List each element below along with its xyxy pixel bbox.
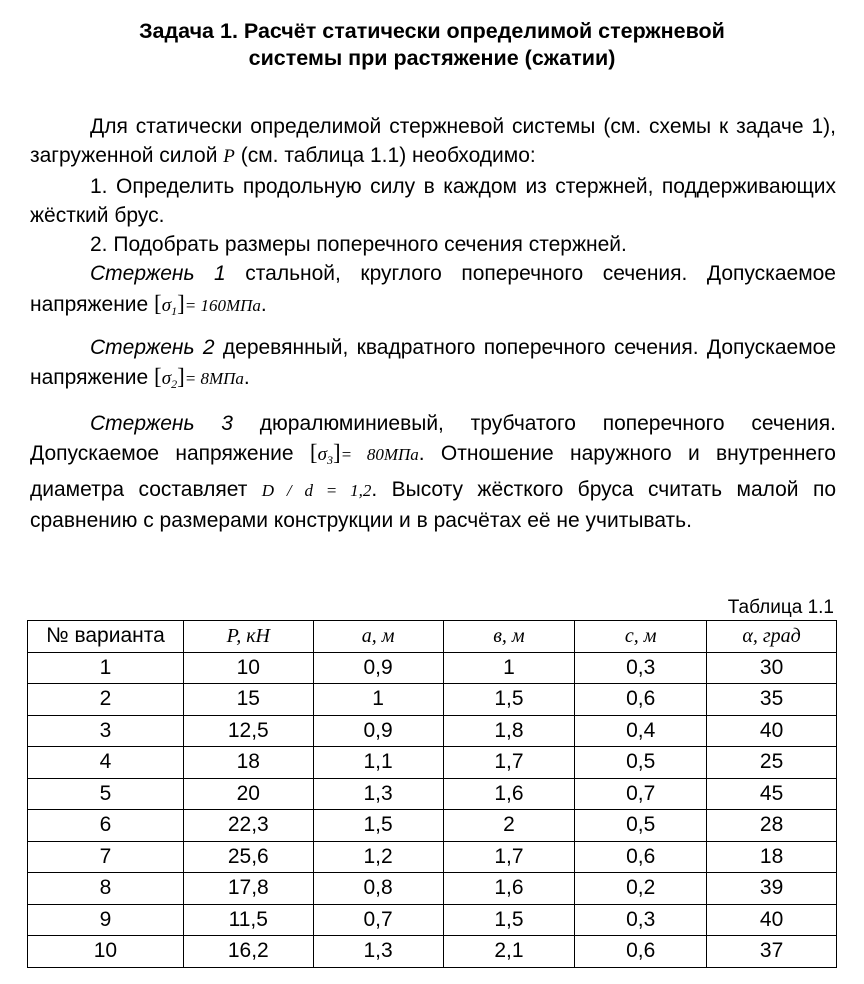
rod-3-text: дюралюминиевый, трубчатого поперечного сечения. Допускаемое напряжение bbox=[30, 411, 836, 465]
rod-2-index: 2 bbox=[171, 377, 178, 392]
table-cell: 1,5 bbox=[313, 810, 443, 842]
table-cell: 22,3 bbox=[183, 810, 313, 842]
table-cell: 40 bbox=[707, 715, 837, 747]
table-cell: 5 bbox=[28, 778, 184, 810]
intro-paragraph bbox=[30, 112, 836, 172]
rod-1-sigma: σ bbox=[161, 294, 172, 316]
table-cell: 1,6 bbox=[443, 778, 575, 810]
table-cell: 25,6 bbox=[183, 841, 313, 873]
table-cell: 1,8 bbox=[443, 715, 575, 747]
table-cell: 28 bbox=[707, 810, 837, 842]
table-row bbox=[28, 810, 837, 842]
table-cell: 1,6 bbox=[443, 873, 575, 905]
force-symbol: P bbox=[223, 146, 235, 168]
rod-2-text: деревянный, квадратного поперечного сечения. Допускаемое напряжение bbox=[30, 336, 836, 390]
table-cell: 0,4 bbox=[575, 715, 707, 747]
table-row bbox=[28, 936, 837, 968]
table-header-row bbox=[28, 621, 837, 653]
table-cell: 10 bbox=[28, 936, 184, 968]
table-cell: 0,5 bbox=[575, 747, 707, 779]
table-row bbox=[28, 873, 837, 905]
table-cell: 35 bbox=[707, 684, 837, 716]
table-cell: 16,2 bbox=[183, 936, 313, 968]
table-cell: 30 bbox=[707, 652, 837, 684]
table-cell: 1 bbox=[313, 684, 443, 716]
intro-text-b: (см. таблица 1.1) необходимо: bbox=[234, 144, 536, 168]
rod-2-allowable-stress: = 8МПа bbox=[184, 369, 244, 389]
header-a: a, м bbox=[313, 621, 443, 653]
rod-3-index: 3 bbox=[326, 452, 333, 467]
table-cell: 40 bbox=[707, 904, 837, 936]
table-cell: 25 bbox=[707, 747, 837, 779]
header-c: c, м bbox=[575, 621, 707, 653]
task-title bbox=[30, 18, 834, 72]
table-cell: 0,5 bbox=[575, 810, 707, 842]
table-cell: 18 bbox=[183, 747, 313, 779]
table-cell: 9 bbox=[28, 904, 184, 936]
table-cell: 1 bbox=[443, 652, 575, 684]
table-cell: 4 bbox=[28, 747, 184, 779]
table-row bbox=[28, 904, 837, 936]
table-cell: 15 bbox=[183, 684, 313, 716]
rod-1-paragraph: Стержень 1 стальной, круглого поперечного сечения. Допускаемое напряжение $[\sigma_1]= 160МПа$. bbox=[30, 262, 836, 318]
task-description bbox=[30, 112, 836, 535]
table-cell: 10 bbox=[183, 652, 313, 684]
rod-1-end: . bbox=[260, 292, 267, 316]
table-cell: 0,3 bbox=[575, 904, 707, 936]
table-cell: 0,7 bbox=[313, 904, 443, 936]
table-cell: 1,5 bbox=[443, 904, 575, 936]
table-caption: Таблица 1.1 bbox=[727, 597, 834, 618]
table-row bbox=[28, 684, 837, 716]
table-cell: 1,3 bbox=[313, 936, 443, 968]
header-variant: № варианта bbox=[28, 621, 184, 653]
table-cell: 18 bbox=[707, 841, 837, 873]
rod-2-sigma: σ bbox=[161, 368, 172, 390]
table-cell: 1 bbox=[28, 652, 184, 684]
table-cell: 11,5 bbox=[183, 904, 313, 936]
table-cell: 0,7 bbox=[575, 778, 707, 810]
rod-3-paragraph: Стержень 3 дюралюминиевый, трубчатого поперечного сечения. Допускаемое напряжение $[\sigma_3]= 80МПа$. Отношение наружного и внутреннего диаметра составляет D / d = 1,2. Высоту жёсткого бруса считать малой по сравнению с размерами конструкции и в расчётах её не учитывать. bbox=[30, 411, 836, 532]
header-b: в, м bbox=[443, 621, 575, 653]
step-1: 1. Определить продольную силу в каждом из стержней, поддерживающих жёсткий брус. bbox=[30, 174, 836, 227]
table-row bbox=[28, 747, 837, 779]
table-row bbox=[28, 841, 837, 873]
table-cell: 0,6 bbox=[575, 684, 707, 716]
table-cell: 1,7 bbox=[443, 841, 575, 873]
table-cell: 0,6 bbox=[575, 936, 707, 968]
table-cell: 45 bbox=[707, 778, 837, 810]
diameter-ratio: D / d = 1,2 bbox=[261, 481, 372, 501]
rod-2-end: . bbox=[243, 366, 250, 390]
table-cell: 12,5 bbox=[183, 715, 313, 747]
rod-1-allowable-stress: = 160МПа bbox=[184, 295, 261, 315]
table-cell: 3 bbox=[28, 715, 184, 747]
rod-2-label: Стержень 2 bbox=[90, 336, 215, 360]
rod-3-text-3: . Высоту жёсткого бруса считать малой по сравнению с размерами конструкции и в расчётах её не учитывать. bbox=[30, 478, 836, 532]
table-cell: 0,8 bbox=[313, 873, 443, 905]
header-force: P, кН bbox=[183, 621, 313, 653]
table-cell: 1,7 bbox=[443, 747, 575, 779]
table-cell: 7 bbox=[28, 841, 184, 873]
rod-3-sigma: σ bbox=[317, 443, 327, 465]
table-cell: 17,8 bbox=[183, 873, 313, 905]
task-title-line-2: системы при растяжение (сжатии) bbox=[248, 46, 616, 70]
rod-3-label: Стержень 3 bbox=[90, 411, 233, 435]
table-cell: 6 bbox=[28, 810, 184, 842]
rod-1-index: 1 bbox=[171, 303, 178, 318]
table-cell: 1,5 bbox=[443, 684, 575, 716]
rod-3-allowable-stress: = 80МПа bbox=[340, 444, 419, 464]
table-cell: 0,3 bbox=[575, 652, 707, 684]
table-row bbox=[28, 652, 837, 684]
step-2: 2. Подобрать размеры поперечного сечения стержней. bbox=[90, 233, 627, 257]
table-cell: 20 bbox=[183, 778, 313, 810]
table-cell: 2 bbox=[443, 810, 575, 842]
table-cell: 0,2 bbox=[575, 873, 707, 905]
table-cell: 39 bbox=[707, 873, 837, 905]
table-cell: 1,3 bbox=[313, 778, 443, 810]
table-cell: 2,1 bbox=[443, 936, 575, 968]
table-body bbox=[28, 652, 837, 967]
table-cell: 8 bbox=[28, 873, 184, 905]
table-cell: 1,1 bbox=[313, 747, 443, 779]
table-row bbox=[28, 778, 837, 810]
table-row bbox=[28, 715, 837, 747]
table-cell: 0,6 bbox=[575, 841, 707, 873]
table-cell: 1,2 bbox=[313, 841, 443, 873]
table-cell: 37 bbox=[707, 936, 837, 968]
rod-3-text-2: . Отношение наружного и внутреннего диаметра составляет bbox=[30, 441, 836, 502]
intro-text-a: Для статически определимой стержневой системы (см. схемы к задаче 1), загруженной силой bbox=[30, 115, 836, 168]
table-cell: 0,9 bbox=[313, 652, 443, 684]
header-alpha: α, град bbox=[707, 621, 837, 653]
table-cell: 2 bbox=[28, 684, 184, 716]
rod-1-label: Стержень 1 bbox=[90, 262, 226, 286]
variants-table bbox=[27, 620, 837, 968]
rod-2-paragraph: Стержень 2 деревянный, квадратного поперечного сечения. Допускаемое напряжение $[\sigma_2]= 8МПа$. bbox=[30, 336, 836, 392]
table-cell: 0,9 bbox=[313, 715, 443, 747]
rod-1-text: стальной, круглого поперечного сечения. Допускаемое напряжение bbox=[30, 262, 836, 316]
task-title-line-1: Задача 1. Расчёт статически определимой стержневой bbox=[139, 19, 725, 43]
